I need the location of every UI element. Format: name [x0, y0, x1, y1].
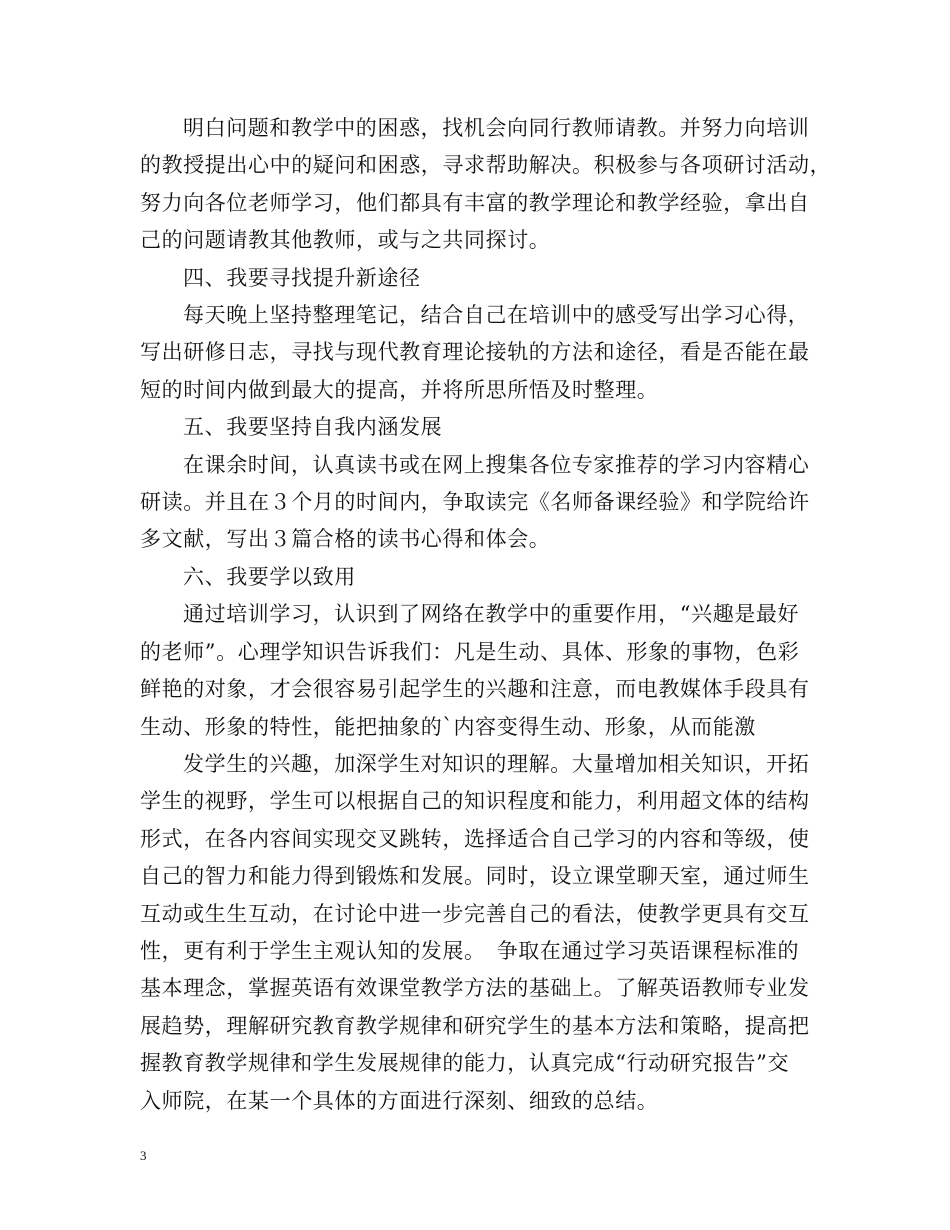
body-text-line: 在课余时间，认真读书或在网上搜集各位专家推荐的学习内容精心 [183, 452, 810, 477]
document-body [140, 110, 832, 1120]
body-text-line: 己的问题请教其他教师，或与之共同探讨。 [140, 228, 551, 253]
body-text-line: 握教育教学规律和学生发展规律的能力，认真完成“行动研究报告”交 [140, 1051, 790, 1076]
section-heading: 六、我要学以致用 [183, 564, 356, 589]
body-text-line: 写出研修日志，寻找与现代教育理论接轨的方法和途径，看是否能在最 [140, 340, 810, 365]
body-text-line: 入师院，在某一个具体的方面进行深刻、细致的总结。 [140, 1088, 659, 1113]
body-text-line: 每天晚上坚持整理笔记，结合自己在培训中的感受写出学习心得， [183, 303, 810, 328]
body-text-line: 鲜艳的对象，才会很容易引起学生的兴趣和注意，而电教媒体手段具有 [140, 677, 810, 702]
body-text-line: 的教授提出心中的疑问和困惑，寻求帮助解决。积极参与各项研讨活动， [140, 153, 832, 178]
body-text-line: 通过培训学习，认识到了网络在教学中的重要作用，“兴趣是最好 [183, 602, 800, 627]
body-text-line: 生动、形象的特性，能把抽象的`内容变得生动、形象，从而能激 [140, 714, 756, 739]
body-text-line: 自己的智力和能力得到锻炼和发展。同时，设立课堂聊天室，通过师生 [140, 864, 810, 889]
body-text-line: 基本理念，掌握英语有效课堂教学方法的基础上。了解英语教师专业发 [140, 976, 810, 1001]
body-text-line: 展趋势，理解研究教育教学规律和研究学生的基本方法和策略，提高把 [140, 1013, 810, 1038]
section-heading: 五、我要坚持自我内涵发展 [183, 415, 443, 440]
body-text-line: 的老师”。心理学知识告诉我们：凡是生动、具体、形象的事物，色彩 [140, 639, 800, 664]
body-text-line: 互动或生生互动，在讨论中进一步完善自己的看法，使教学更具有交互 [140, 901, 810, 926]
body-text-line: 明白问题和教学中的困惑，找机会向同行教师请教。并努力向培训 [183, 116, 810, 140]
section-heading: 四、我要寻找提升新途径 [183, 265, 421, 290]
body-text-line: 短的时间内做到最大的提高，并将所思所悟及时整理。 [140, 377, 659, 402]
body-text-line: 多文献，写出３篇合格的读书心得和体会。 [140, 527, 551, 552]
body-text-line: 发学生的兴趣，加深学生对知识的理解。大量增加相关知识，开拓 [183, 751, 810, 776]
body-text-line: 研读。并且在３个月的时间内，争取读完《名师备课经验》和学院给许 [140, 490, 810, 515]
body-text-line: 努力向各位老师学习，他们都具有丰富的教学理论和教学经验，拿出自 [140, 190, 810, 215]
body-text-line: 性，更有利于学生主观认知的发展。 争取在通过学习英语课程标准的 [140, 938, 800, 963]
body-text-line: 学生的视野，学生可以根据自己的知识程度和能力，利用超文体的结构 [140, 789, 810, 814]
body-text-line: 形式，在各内容间实现交叉跳转，选择适合自己学习的内容和等级，使 [140, 826, 810, 851]
page-number: 3 [140, 1148, 147, 1163]
